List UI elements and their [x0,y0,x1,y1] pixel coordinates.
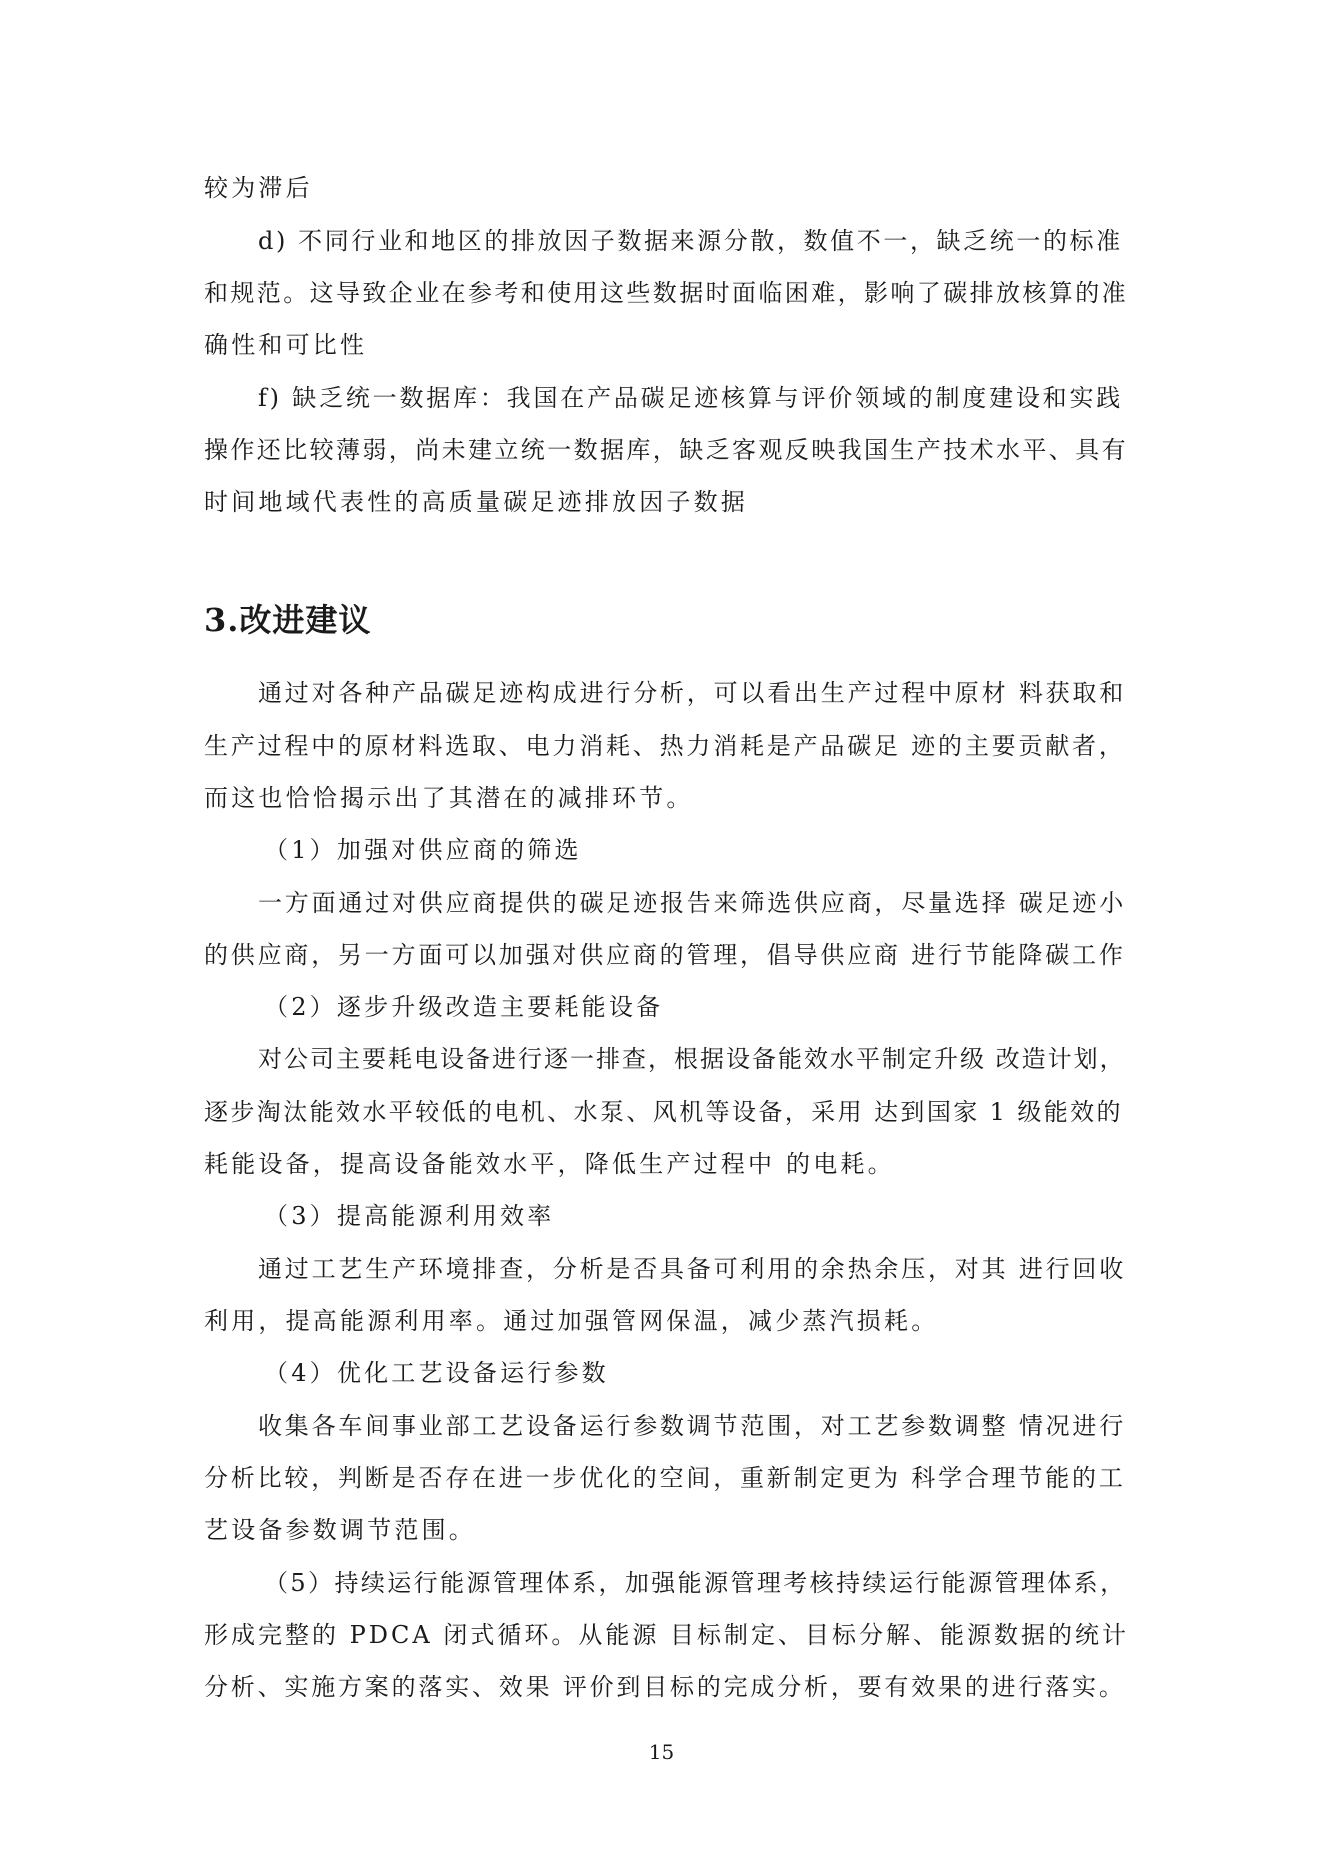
subsection-title-2: （2）逐步升级改造主要耗能设备 [264,993,664,1021]
subsection-5-line: 分析、实施方案的落实、效果 评价到目标的完成分析，要有效果的进行落实。 [204,1673,1126,1701]
subsection-title-1: （1）加强对供应商的筛选 [264,836,582,864]
subsection-5-line: 形成完整的 PDCA 闭式循环。从能源 目标制定、目标分解、能源数据的统计 [204,1621,1129,1649]
carryover-line: 较为滞后 [204,174,313,202]
item-d-line: d) 不同行业和地区的排放因子数据来源分散，数值不一，缺乏统一的标准 [258,227,1123,255]
subsection-5-line: （5）持续运行能源管理体系，加强能源管理考核持续运行能源管理体系， [264,1569,1127,1597]
item-d-line: 确性和可比性 [204,331,368,359]
intro-line: 通过对各种产品碳足迹构成进行分析，可以看出生产过程中原材 料获取和 [258,679,1127,707]
subsection-title-3: （3）提高能源利用效率 [264,1202,555,1230]
subsection-2-line: 逐步淘汰能效水平较低的电机、水泵、风机等设备，采用 达到国家 1 级能效的 [204,1098,1123,1126]
item-f-line: f) 缺乏统一数据库：我国在产品碳足迹核算与评价领域的制度建设和实践 [258,384,1124,412]
item-f-line: 时间地域代表性的高质量碳足迹排放因子数据 [204,488,748,516]
subsection-2-line: 对公司主要耗电设备进行逐一排查，根据设备能效水平制定升级 改造计划， [258,1045,1126,1073]
subsection-2-line: 耗能设备，提高设备能效水平，降低生产过程中 的电耗。 [204,1150,895,1178]
item-f-line: 操作还比较薄弱，尚未建立统一数据库，缺乏客观反映我国生产技术水平、具有 [204,436,1128,464]
section-heading: 3.改进建议 [204,601,372,639]
subsection-4-line: 艺设备参数调节范围。 [204,1516,476,1544]
subsection-4-line: 收集各车间事业部工艺设备运行参数调节范围，对工艺参数调整 情况进行 [258,1412,1127,1440]
subsection-1-line: 一方面通过对供应商提供的碳足迹报告来筛选供应商，尽量选择 碳足迹小 [258,889,1127,917]
page-number: 15 [648,1740,675,1764]
subsection-title-4: （4）优化工艺设备运行参数 [264,1359,609,1387]
intro-line: 生产过程中的原材料选取、电力消耗、热力消耗是产品碳足 迹的主要贡献者， [204,732,1126,760]
subsection-1-line: 的供应商，另一方面可以加强对供应商的管理，倡导供应商 进行节能降碳工作 [204,941,1126,969]
item-d-line: 和规范。这导致企业在参考和使用这些数据时面临困难，影响了碳排放核算的准 [204,279,1128,307]
subsection-3-line: 通过工艺生产环境排查，分析是否具备可利用的余热余压，对其 进行回收 [258,1255,1127,1283]
subsection-3-line: 利用，提高能源利用率。通过加强管网保温，减少蒸汽损耗。 [204,1307,939,1335]
intro-line: 而这也恰恰揭示出了其潜在的减排环节。 [204,784,694,812]
subsection-4-line: 分析比较，判断是否存在进一步优化的空间，重新制定更为 科学合理节能的工 [204,1464,1126,1492]
